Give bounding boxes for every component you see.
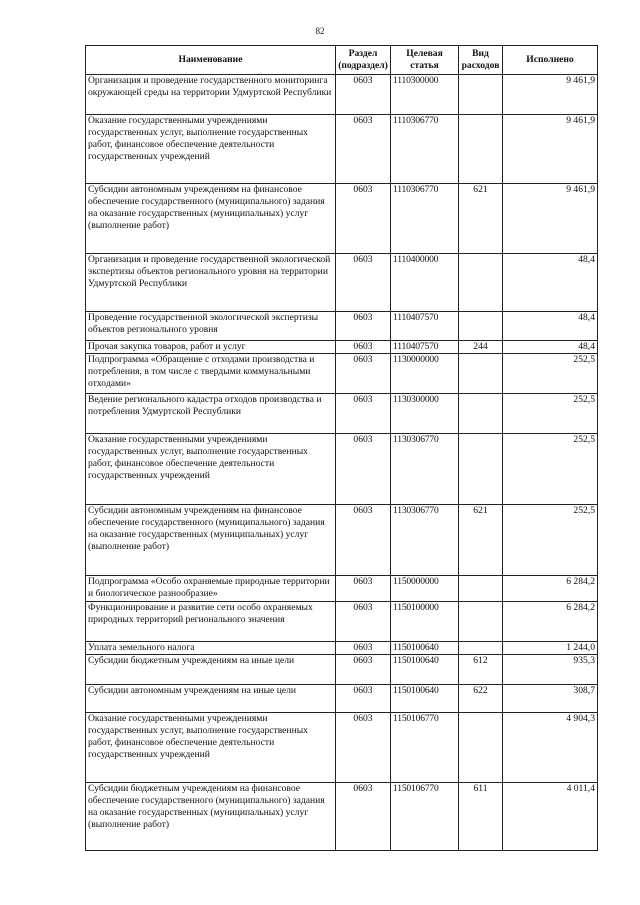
- row-target: 1110400000: [391, 254, 459, 312]
- row-target: 1110407570: [391, 312, 459, 341]
- row-kind: [459, 713, 503, 783]
- row-amount: 9 461,9: [503, 115, 598, 184]
- row-kind: [459, 602, 503, 642]
- row-target: 1150106770: [391, 713, 459, 783]
- header-target: Целевая статья: [391, 46, 459, 75]
- row-name: Проведение государственной экологической экспертизы объектов регионального уровня: [86, 312, 336, 341]
- row-kind: 622: [459, 685, 503, 713]
- row-kind: [459, 394, 503, 434]
- table-row: [86, 75, 598, 115]
- row-target: 1110407570: [391, 341, 459, 354]
- header-name: Наименование: [86, 46, 336, 75]
- header-amount: Исполнено: [503, 46, 598, 75]
- row-section: 0603: [336, 783, 391, 851]
- table-row: [86, 505, 598, 576]
- table-row: [86, 685, 598, 713]
- row-target: 1110306770: [391, 115, 459, 184]
- row-amount: 252,5: [503, 394, 598, 434]
- row-target: 1150100640: [391, 685, 459, 713]
- row-name: Организация и проведение государственной экологической экспертизы объектов регионального уровня на территории Удмуртской Республики: [86, 254, 336, 312]
- row-name: Субсидии бюджетным учреждениям на иные цели: [86, 655, 336, 685]
- row-kind: 611: [459, 783, 503, 851]
- page-number: 82: [315, 26, 325, 36]
- table-row: [86, 655, 598, 685]
- row-name: Оказание государственными учреждениями государственных услуг, выполнение государственных работ, финансовое обеспечение деятельности государственных учреждений: [86, 434, 336, 505]
- row-amount: 9 461,9: [503, 75, 598, 115]
- row-kind: [459, 642, 503, 655]
- row-amount: 48,4: [503, 312, 598, 341]
- row-target: 1110300000: [391, 75, 459, 115]
- row-name: Оказание государственными учреждениями государственных услуг, выполнение государственных работ, финансовое обеспечение деятельности государственных учреждений: [86, 713, 336, 783]
- row-amount: 48,4: [503, 254, 598, 312]
- table-row: [86, 184, 598, 254]
- row-amount: 1 244,0: [503, 642, 598, 655]
- row-section: 0603: [336, 394, 391, 434]
- row-target: 1130300000: [391, 394, 459, 434]
- row-section: 0603: [336, 254, 391, 312]
- table-row: [86, 434, 598, 505]
- row-section: 0603: [336, 115, 391, 184]
- row-amount: 4 904,3: [503, 713, 598, 783]
- row-section: 0603: [336, 642, 391, 655]
- row-name: Подпрограмма «Особо охраняемые природные территории и биологическое разнообразие»: [86, 576, 336, 602]
- table-row: [86, 642, 598, 655]
- row-name: Субсидии автономным учреждениям на финансовое обеспечение государственного (муниципального) задания на оказание государственных (муниципальных) услуг (выполнение работ): [86, 184, 336, 254]
- budget-table: [85, 45, 598, 851]
- row-section: 0603: [336, 354, 391, 394]
- row-name: Прочая закупка товаров, работ и услуг: [86, 341, 336, 354]
- row-name: Функционирование и развитие сети особо охраняемых природных территорий регионального значения: [86, 602, 336, 642]
- table-row: [86, 254, 598, 312]
- table-row: [86, 713, 598, 783]
- row-kind: 621: [459, 505, 503, 576]
- row-section: 0603: [336, 75, 391, 115]
- table-row: [86, 312, 598, 341]
- row-amount: 9 461,9: [503, 184, 598, 254]
- row-target: 1150100640: [391, 642, 459, 655]
- row-kind: [459, 75, 503, 115]
- row-name: Организация и проведение государственного мониторинга окружающей среды на территории Удмуртской Республики: [86, 75, 336, 115]
- row-name: Подпрограмма «Обращение с отходами производства и потребления, в том числе с твердыми коммунальными отходами»: [86, 354, 336, 394]
- row-target: 1150100000: [391, 602, 459, 642]
- row-kind: [459, 254, 503, 312]
- row-name: Субсидии автономным учреждениям на иные цели: [86, 685, 336, 713]
- row-name: Субсидии бюджетным учреждениям на финансовое обеспечение государственного (муниципального) задания на оказание государственных (муниципальных) услуг (выполнение работ): [86, 783, 336, 851]
- row-kind: [459, 115, 503, 184]
- row-amount: 48,4: [503, 341, 598, 354]
- row-section: 0603: [336, 341, 391, 354]
- header-kind: Вид расходов: [459, 46, 503, 75]
- table-row: [86, 341, 598, 354]
- row-name: Субсидии автономным учреждениям на финансовое обеспечение государственного (муниципального) задания на оказание государственных (муниципальных) услуг (выполнение работ): [86, 505, 336, 576]
- row-section: 0603: [336, 602, 391, 642]
- row-target: 1150106770: [391, 783, 459, 851]
- row-amount: 308,7: [503, 685, 598, 713]
- row-target: 1130000000: [391, 354, 459, 394]
- row-target: 1150100640: [391, 655, 459, 685]
- row-amount: 4 011,4: [503, 783, 598, 851]
- table-row: [86, 354, 598, 394]
- row-section: 0603: [336, 184, 391, 254]
- row-amount: 6 284,2: [503, 602, 598, 642]
- table-row: [86, 602, 598, 642]
- row-section: 0603: [336, 576, 391, 602]
- row-name: Оказание государственными учреждениями государственных услуг, выполнение государственных работ, финансовое обеспечение деятельности государственных учреждений: [86, 115, 336, 184]
- table-header-row: [86, 46, 598, 75]
- row-kind: [459, 312, 503, 341]
- row-kind: 612: [459, 655, 503, 685]
- row-amount: 252,5: [503, 505, 598, 576]
- row-name: Ведение регионального кадастра отходов производства и потребления Удмуртской Республики: [86, 394, 336, 434]
- table-row: [86, 394, 598, 434]
- row-kind: [459, 354, 503, 394]
- row-section: 0603: [336, 713, 391, 783]
- table-row: [86, 115, 598, 184]
- row-target: 1130306770: [391, 434, 459, 505]
- row-amount: 252,5: [503, 434, 598, 505]
- row-section: 0603: [336, 505, 391, 576]
- row-target: 1150000000: [391, 576, 459, 602]
- row-kind: 621: [459, 184, 503, 254]
- table-row: [86, 576, 598, 602]
- row-amount: 252,5: [503, 354, 598, 394]
- row-section: 0603: [336, 434, 391, 505]
- row-section: 0603: [336, 312, 391, 341]
- row-name: Уплата земельного налога: [86, 642, 336, 655]
- row-target: 1130306770: [391, 505, 459, 576]
- row-kind: [459, 434, 503, 505]
- row-amount: 935,3: [503, 655, 598, 685]
- row-target: 1110306770: [391, 184, 459, 254]
- row-amount: 6 284,2: [503, 576, 598, 602]
- row-section: 0603: [336, 685, 391, 713]
- header-section: Раздел (подраздел): [336, 46, 391, 75]
- row-kind: 244: [459, 341, 503, 354]
- table-row: [86, 783, 598, 851]
- row-kind: [459, 576, 503, 602]
- row-section: 0603: [336, 655, 391, 685]
